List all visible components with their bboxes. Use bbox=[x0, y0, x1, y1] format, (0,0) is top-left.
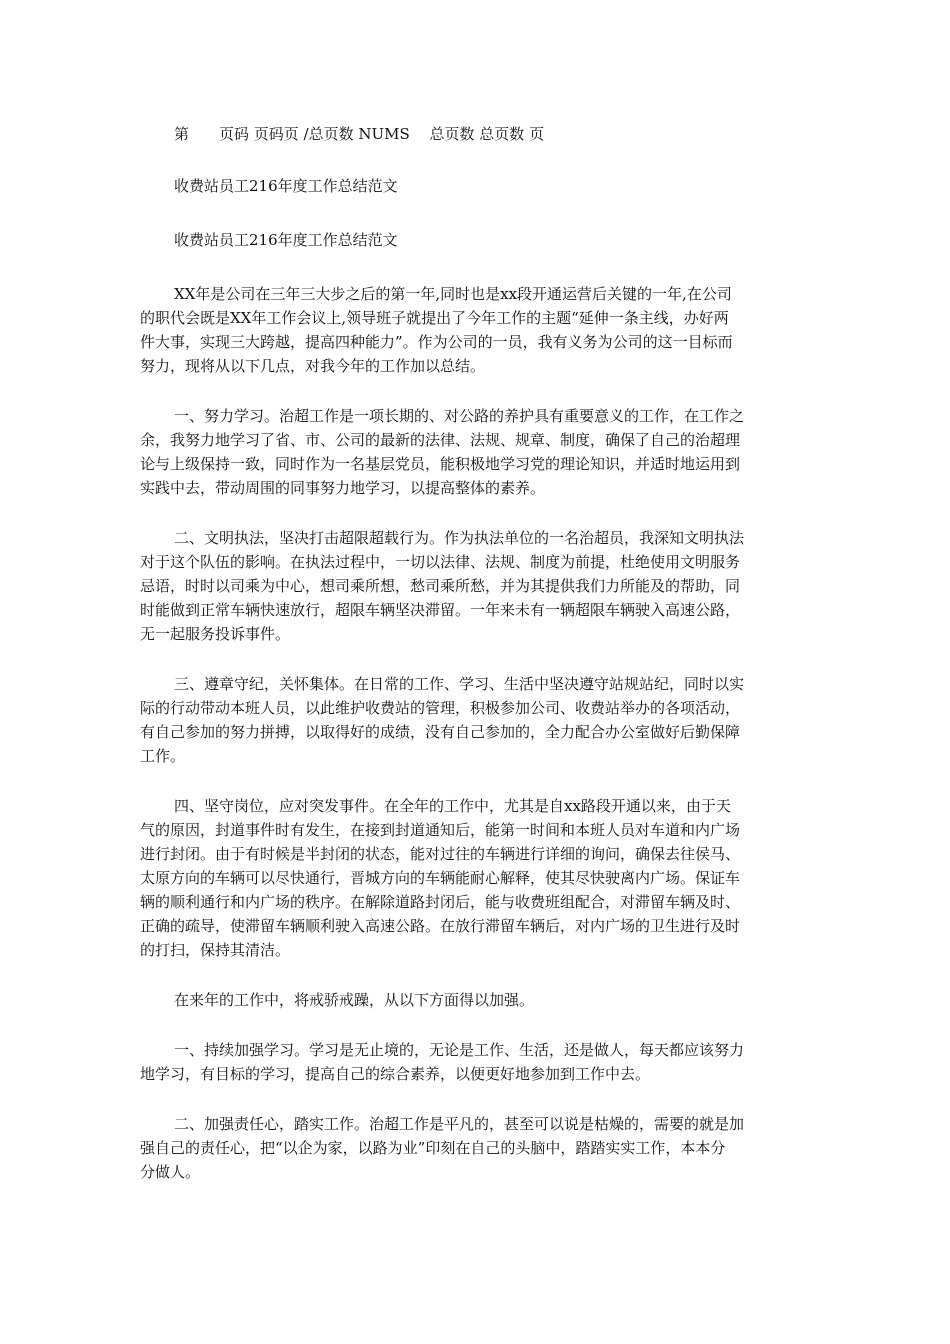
paragraph-study bbox=[140, 404, 812, 500]
document-title: 收费站员工216年度工作总结范文 bbox=[174, 177, 398, 195]
paragraph-line: 时能做到正常车辆快速放行，超限车辆坚决滞留。一年来未有一辆超限车辆驶入高速公路， bbox=[140, 601, 741, 619]
paragraph-line: 的职代会既是XX年工作会议上,领导班子就提出了今年工作的主题“延伸一条主线，办好两 bbox=[140, 309, 729, 327]
paragraph-emergency bbox=[140, 794, 812, 962]
paragraph-discipline bbox=[140, 672, 812, 768]
paragraph-line: 气的原因，封道事件时有发生，在接到封道通知后，能第一时间和本班人员对车道和内广场 bbox=[140, 821, 741, 839]
paragraph-line: 分做人。 bbox=[140, 1163, 201, 1181]
paragraph-line: 余，我努力地学习了省、市、公司的最新的法律、法规、规章、制度，确保了自己的治超理 bbox=[140, 431, 741, 449]
paragraph-line: 有自己参加的努力拼搏，以取得好的成绩，没有自己参加的，全力配合办公室做好后勤保障 bbox=[140, 723, 741, 741]
paragraph-line: 的打扫，保持其清洁。 bbox=[140, 941, 291, 959]
paragraph-line: 一、持续加强学习。学习是无止境的，无论是工作、生活，还是做人，每天都应该努力 bbox=[174, 1041, 745, 1059]
paragraph-line: 三、遵章守纪，关怀集体。在日常的工作、学习、生活中坚决遵守站规站纪，同时以实 bbox=[174, 675, 745, 693]
paragraph-line: 工作。 bbox=[140, 747, 186, 765]
paragraph-next-year bbox=[140, 988, 812, 1012]
paragraph-line: 二、文明执法，坚决打击超限超载行为。作为执法单位的一名治超员，我深知文明执法 bbox=[174, 529, 745, 547]
paragraph-line: 无一起服务投诉事件。 bbox=[140, 625, 291, 643]
paragraph-line: 一、努力学习。治超工作是一项长期的、对公路的养护具有重要意义的工作，在工作之 bbox=[174, 407, 745, 425]
paragraph-line: XX年是公司在三年三大步之后的第一年,同时也是xx段开通运营后关键的一年,在公司 bbox=[174, 285, 732, 303]
paragraph-line: 辆的顺利通行和内广场的秩序。在解除道路封闭后，能与收费班组配合，对滞留车辆及时、 bbox=[140, 893, 741, 911]
document-page bbox=[140, 122, 812, 1210]
paragraph-responsibility bbox=[140, 1112, 812, 1184]
paragraph-line: 际的行动带动本班人员，以此维护收费站的管理，积极参加公司、收费站举办的各项活动， bbox=[140, 699, 741, 717]
paragraph-line: 四、坚守岗位，应对突发事件。在全年的工作中，尤其是自xx路段开通以来，由于天 bbox=[174, 797, 731, 815]
paragraph-line: 对于这个队伍的影响。在执法过程中，一切以法律、法规、制度为前提，杜绝使用文明服务 bbox=[140, 553, 741, 571]
paragraph-intro bbox=[140, 282, 812, 378]
paragraph-line: 太原方向的车辆可以尽快通行，晋城方向的车辆能耐心解释，使其尽快驶离内广场。保证车 bbox=[140, 869, 741, 887]
paragraph-line: 件大事，实现三大跨越，提高四种能力”。作为公司的一员，我有义务为公司的这一目标而 bbox=[140, 333, 733, 351]
paragraph-line: 在来年的工作中，将戒骄戒躁，从以下方面得以加强。 bbox=[174, 991, 535, 1009]
page-number-field: 第 页码 页码页 /总页数 NUMS 总页数 总页数 页 bbox=[174, 125, 545, 143]
paragraph-line: 进行封闭。由于有时候是半封闭的状态，能对过往的车辆进行详细的询问，确保去往侯马、 bbox=[140, 845, 741, 863]
paragraph-line: 二、加强责任心，踏实工作。治超工作是平凡的，甚至可以说是枯燥的，需要的就是加 bbox=[174, 1115, 745, 1133]
document-title-repeat: 收费站员工216年度工作总结范文 bbox=[174, 231, 398, 249]
paragraph-line: 忌语，时时以司乘为中心，想司乘所想，愁司乘所愁，并为其提供我们力所能及的帮助，同 bbox=[140, 577, 741, 595]
paragraph-line: 论与上级保持一致，同时作为一名基层党员，能积极地学习党的理论知识，并适时地运用到 bbox=[140, 455, 741, 473]
paragraph-line: 实践中去，带动周围的同事努力地学习，以提高整体的素养。 bbox=[140, 479, 546, 497]
paragraph-line: 正确的疏导，使滞留车辆顺利驶入高速公路。在放行滞留车辆后，对内广场的卫生进行及时 bbox=[140, 917, 741, 935]
paragraph-line: 地学习，有目标的学习，提高自己的综合素养，以便更好地参加到工作中去。 bbox=[140, 1065, 651, 1083]
paragraph-continue-study bbox=[140, 1038, 812, 1086]
paragraph-law-enforcement bbox=[140, 526, 812, 646]
paragraph-line: 强自己的责任心，把“以企为家，以路为业”印刻在自己的头脑中，踏踏实实工作，本本分 bbox=[140, 1139, 726, 1157]
paragraph-line: 努力，现将从以下几点，对我今年的工作加以总结。 bbox=[140, 357, 486, 375]
